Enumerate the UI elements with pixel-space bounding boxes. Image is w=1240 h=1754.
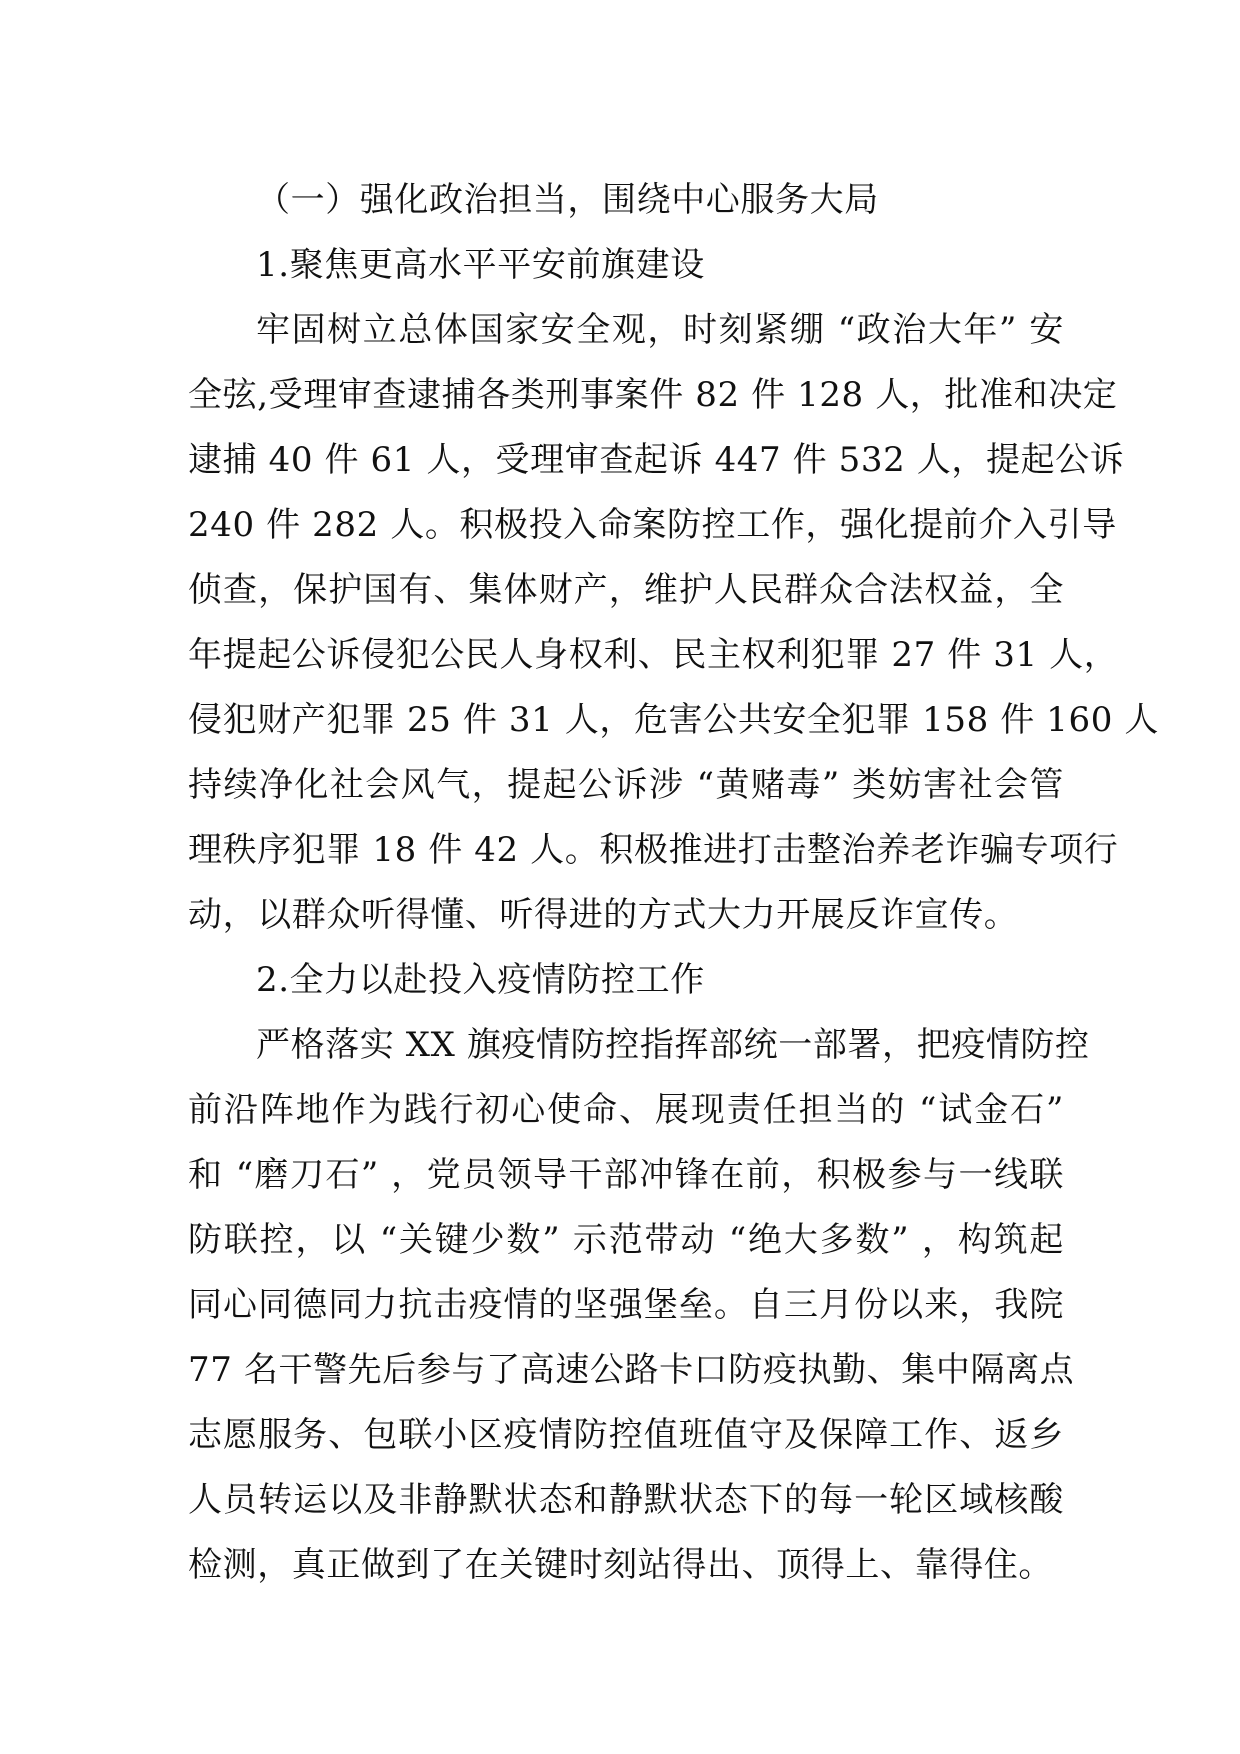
paragraph-line: 77 名干警先后参与了高速公路卡口防疫执勤、集中隔离点 bbox=[188, 1350, 1075, 1390]
paragraph-line: 检测，真正做到了在关键时刻站得出、顶得上、靠得住。 bbox=[188, 1545, 1053, 1585]
paragraph-line: 侵犯财产犯罪 25 件 31 人，危害公共安全犯罪 158 件 160 人 bbox=[188, 700, 1159, 740]
paragraph-line: 严格落实 XX 旗疫情防控指挥部统一部署，把疫情防控 bbox=[256, 1025, 1090, 1065]
paragraph-2 bbox=[188, 1013, 1090, 1598]
subheading-2: 2.全力以赴投入疫情防控工作 bbox=[256, 960, 705, 1000]
paragraph-line: 理秩序犯罪 18 件 42 人。积极推进打击整治养老诈骗专项行 bbox=[188, 830, 1119, 870]
paragraph-1 bbox=[188, 298, 1159, 948]
subheading-1: 1.聚焦更高水平平安前旗建设 bbox=[256, 245, 705, 285]
paragraph-line: 同心同德同力抗击疫情的坚强堡垒。自三月份以来，我院 bbox=[188, 1285, 1064, 1325]
paragraph-line: 牢固树立总体国家安全观，时刻紧绷 “政治大年” 安 bbox=[256, 310, 1064, 350]
paragraph-line: 和 “磨刀石” ，党员领导干部冲锋在前，积极参与一线联 bbox=[188, 1155, 1064, 1195]
paragraph-line: 逮捕 40 件 61 人，受理审查起诉 447 件 532 人，提起公诉 bbox=[188, 440, 1125, 480]
paragraph-line: 志愿服务、包联小区疫情防控值班值守及保障工作、返乡 bbox=[188, 1415, 1064, 1455]
document-body bbox=[188, 168, 1159, 1598]
paragraph-line: 240 件 282 人。积极投入命案防控工作，强化提前介入引导 bbox=[188, 505, 1117, 545]
paragraph-line: 人员转运以及非静默状态和静默状态下的每一轮区域核酸 bbox=[188, 1480, 1064, 1520]
paragraph-line: 前沿阵地作为践行初心使命、展现责任担当的 “试金石” bbox=[188, 1090, 1064, 1130]
paragraph-line: 侦查，保护国有、集体财产，维护人民群众合法权益，全 bbox=[188, 570, 1064, 610]
paragraph-line: 防联控，以 “关键少数” 示范带动 “绝大多数” ，构筑起 bbox=[188, 1220, 1064, 1260]
paragraph-line: 持续净化社会风气，提起公诉涉 “黄赌毒” 类妨害社会管 bbox=[188, 765, 1064, 805]
section-heading: （一）强化政治担当，围绕中心服务大局 bbox=[256, 180, 879, 220]
paragraph-line: 年提起公诉侵犯公民人身权利、民主权利犯罪 27 件 31 人， bbox=[188, 635, 1119, 675]
paragraph-line: 全弦,受理审查逮捕各类刑事案件 82 件 128 人，批准和决定 bbox=[188, 375, 1118, 415]
paragraph-line: 动，以群众听得懂、听得进的方式大力开展反诈宣传。 bbox=[188, 895, 1019, 935]
